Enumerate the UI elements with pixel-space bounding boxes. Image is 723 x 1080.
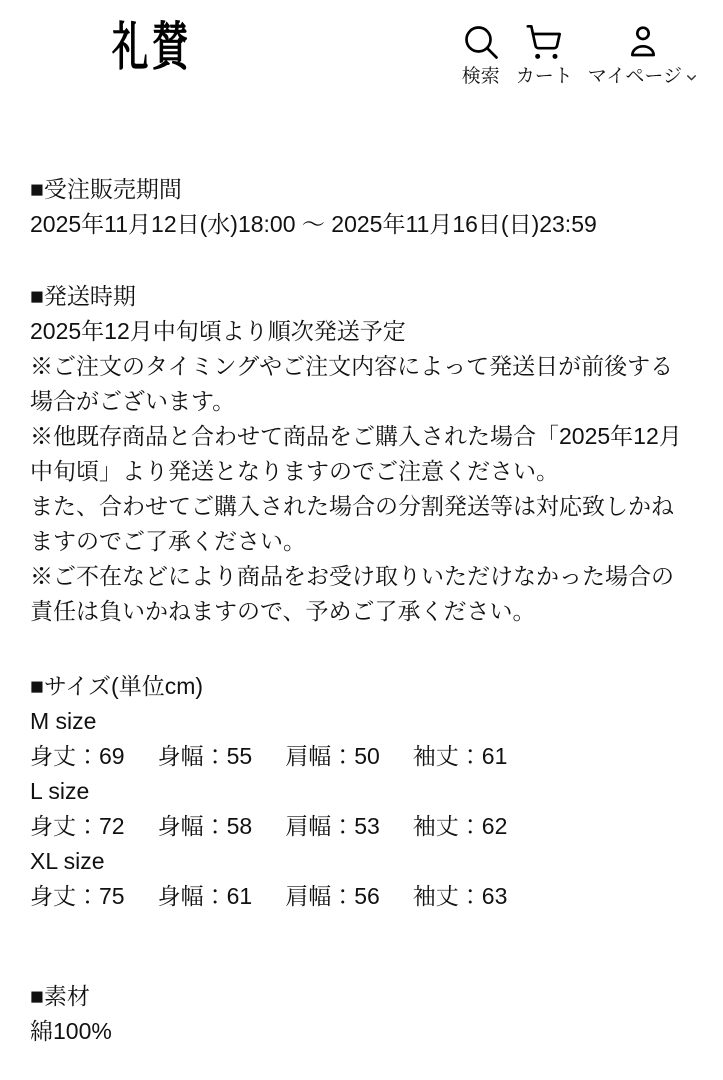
measurement: 袖丈：63 bbox=[412, 883, 508, 909]
site-logo[interactable]: 礼賛 bbox=[112, 20, 192, 77]
shipping-line: ※ご不在などにより商品をお受け取りいただけなかった場合の責任は負いかねますので、予めご了承ください。 bbox=[30, 563, 674, 624]
shipping-heading: ■発送時期 bbox=[30, 283, 136, 309]
nav-search[interactable] bbox=[461, 22, 501, 89]
measurement: 身丈：72 bbox=[30, 813, 125, 839]
size-heading: ■サイズ(単位cm) bbox=[30, 673, 204, 699]
site-header bbox=[0, 0, 723, 100]
search-icon bbox=[461, 22, 501, 62]
cart-icon bbox=[524, 22, 564, 62]
shipping-section bbox=[30, 279, 690, 629]
measurement: 袖丈：61 bbox=[412, 743, 508, 769]
material-section bbox=[30, 979, 690, 1049]
product-description bbox=[0, 172, 723, 1049]
nav-search-label: 検索 bbox=[461, 66, 500, 87]
nav-cart[interactable] bbox=[516, 22, 573, 89]
order-period-text: 2025年11月12日(水)18:00 ～ 2025年11月16日(日)23:59 bbox=[30, 211, 597, 237]
measurement: 肩幅：56 bbox=[285, 883, 380, 909]
shipping-line: また、合わせてご購入された場合の分割発送等は対応致しかねますのでご了承ください。 bbox=[30, 493, 674, 554]
nav-mypage[interactable] bbox=[588, 22, 699, 89]
header-nav bbox=[461, 22, 699, 89]
size-section bbox=[30, 669, 690, 914]
shipping-line: ※ご注文のタイミングやご注文内容によって発送日が前後する場合がございます。 bbox=[30, 353, 674, 414]
nav-mypage-label bbox=[588, 65, 699, 89]
shipping-line: 2025年12月中旬頃より順次発送予定 bbox=[30, 318, 406, 344]
measurement: 肩幅：53 bbox=[285, 813, 380, 839]
size-row-name: M size bbox=[30, 708, 97, 734]
measurement: 身丈：69 bbox=[30, 743, 125, 769]
size-row-measurements bbox=[30, 809, 690, 844]
size-row-measurements bbox=[30, 739, 690, 774]
size-row-name: XL size bbox=[30, 848, 105, 874]
measurement: 身幅：58 bbox=[157, 813, 253, 839]
size-row-name: L size bbox=[30, 778, 90, 804]
user-icon bbox=[623, 22, 663, 62]
measurement: 身丈：75 bbox=[30, 883, 125, 909]
order-period-section bbox=[30, 172, 690, 242]
measurement: 袖丈：62 bbox=[412, 813, 508, 839]
measurement: 身幅：61 bbox=[157, 883, 253, 909]
shipping-line: ※他既存商品と合わせて商品をご購入された場合「2025年12月中旬頃」より発送となりますのでご注意ください。 bbox=[30, 423, 682, 484]
size-row-measurements bbox=[30, 879, 690, 914]
measurement: 肩幅：50 bbox=[285, 743, 380, 769]
order-period-heading: ■受注販売期間 bbox=[30, 176, 182, 202]
nav-cart-label: カート bbox=[515, 66, 573, 87]
material-text: 綿100% bbox=[30, 1018, 112, 1044]
measurement: 身幅：55 bbox=[157, 743, 253, 769]
chevron-down-icon bbox=[684, 70, 699, 85]
nav-mypage-text: マイページ bbox=[587, 66, 682, 87]
material-heading: ■素材 bbox=[30, 983, 90, 1009]
